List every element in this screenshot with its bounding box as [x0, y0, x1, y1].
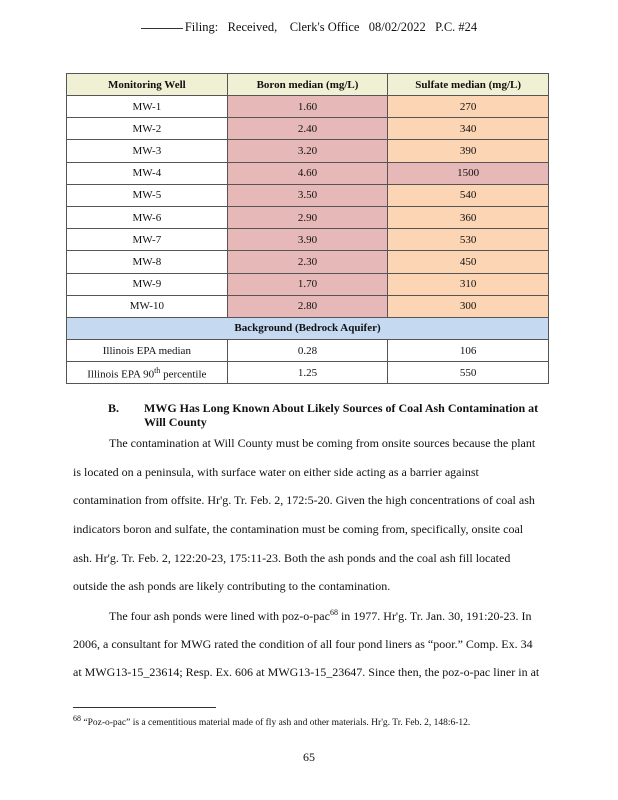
- boron-cell: 1.70: [227, 273, 388, 295]
- well-cell: MW-10: [67, 295, 228, 317]
- paragraph-line: contamination from offsite. Hr'g. Tr. Feb. 2, 172:5-20. Given the high concentrations of coal ash: [73, 493, 535, 508]
- monitoring-wells-table: [66, 73, 549, 384]
- paragraph-line: indicators boron and sulfate, the contamination must be coming from, specifically, onsite coal: [73, 522, 524, 537]
- table-row: [67, 273, 549, 295]
- paragraph-line: 2006, a consultant for MWG rated the condition of all four pond liners as “poor.” Comp. Ex. 34: [73, 636, 533, 651]
- table-row: [67, 229, 549, 251]
- section-letter: B.: [108, 401, 120, 415]
- background-label: Illinois EPA median: [67, 340, 228, 362]
- boron-cell: 2.80: [227, 295, 388, 317]
- paragraph-line: is located on a peninsula, with surface water on either side acting as a barrier against: [73, 464, 479, 479]
- sulfate-cell: 530: [388, 229, 549, 251]
- well-cell: MW-8: [67, 251, 228, 273]
- boron-cell: 1.60: [227, 96, 388, 118]
- page-number: 65: [303, 750, 315, 764]
- well-cell: MW-6: [67, 206, 228, 228]
- section-title: MWG Has Long Known About Likely Sources of Coal Ash Contamination at Will County: [144, 401, 539, 429]
- boron-cell: 2.90: [227, 206, 388, 228]
- col-header-well: Monitoring Well: [67, 74, 228, 96]
- col-header-boron: Boron median (mg/L): [227, 74, 388, 96]
- header-office: Clerk's Office: [289, 20, 360, 34]
- paragraph-1: [73, 436, 548, 608]
- table-row: [67, 362, 549, 384]
- boron-cell: 3.50: [227, 184, 388, 206]
- sulfate-cell: 360: [388, 206, 549, 228]
- footnote-number: 68: [73, 714, 81, 723]
- table-row: [67, 251, 549, 273]
- footnote-ref: 68: [329, 608, 338, 617]
- paragraph-line: The contamination at Will County must be coming from onsite sources because the plant: [109, 436, 536, 450]
- header-rule: [141, 28, 183, 29]
- boron-cell: 2.30: [227, 251, 388, 273]
- header-pc: P.C. #24: [435, 20, 478, 34]
- sulfate-cell: 390: [388, 140, 549, 162]
- col-header-sulfate: Sulfate median (mg/L): [388, 74, 549, 96]
- well-cell: MW-9: [67, 273, 228, 295]
- header-filing: Filing:: [184, 20, 219, 34]
- background-boron: 0.28: [227, 340, 388, 362]
- footnote-divider: [73, 707, 216, 708]
- background-sulfate: 550: [388, 362, 549, 384]
- sulfate-cell: 540: [388, 184, 549, 206]
- paragraph-line: outside the ash ponds are likely contributing to the contamination.: [73, 579, 391, 594]
- sulfate-cell: 300: [388, 295, 549, 317]
- table-row: [67, 162, 549, 184]
- sulfate-cell: 450: [388, 251, 549, 273]
- sulfate-cell: 340: [388, 118, 549, 140]
- well-cell: MW-1: [67, 96, 228, 118]
- table-row: [67, 340, 549, 362]
- background-label: Illinois EPA 90th percentile: [67, 362, 228, 384]
- well-cell: MW-3: [67, 140, 228, 162]
- header-date: 08/02/2022: [368, 20, 426, 34]
- well-cell: MW-2: [67, 118, 228, 140]
- boron-cell: 4.60: [227, 162, 388, 184]
- paragraph-line: The four ash ponds were lined with poz-o-pac$^{68}$ in 1977. Hr'g. Tr. Jan. 30, 191:20-23. In: [109, 608, 532, 623]
- table-row: [67, 295, 549, 317]
- header-received: Received,: [227, 20, 278, 34]
- table-header-row: [67, 74, 549, 96]
- well-cell: MW-5: [67, 184, 228, 206]
- table-row: [67, 140, 549, 162]
- well-cell: MW-4: [67, 162, 228, 184]
- table-row: [67, 118, 549, 140]
- boron-cell: 2.40: [227, 118, 388, 140]
- well-cell: MW-7: [67, 229, 228, 251]
- footnote: [73, 714, 553, 728]
- footnote-text: “Poz-o-pac” is a cementitious material made of fly ash and other materials. Hr'g. Tr. Feb. 2, 148:6-12.: [81, 718, 471, 729]
- sulfate-cell: 1500: [388, 162, 549, 184]
- table-row: [67, 96, 549, 118]
- filing-header: [0, 20, 618, 35]
- section-heading: [108, 401, 548, 429]
- sulfate-cell: 270: [388, 96, 549, 118]
- background-boron: 1.25: [227, 362, 388, 384]
- background-heading-row: [67, 317, 549, 339]
- table-row: [67, 184, 549, 206]
- background-sulfate: 106: [388, 340, 549, 362]
- boron-cell: 3.90: [227, 229, 388, 251]
- paragraph-2: [73, 608, 548, 694]
- boron-cell: 3.20: [227, 140, 388, 162]
- paragraph-line: ash. Hr'g. Tr. Feb. 2, 122:20-23, 175:11-23. Both the ash ponds and the coal ash fill located: [73, 550, 511, 565]
- paragraph-line: at MWG13-15_23614; Resp. Ex. 606 at MWG13-15_23647. Since then, the poz-o-pac liner in at: [73, 665, 540, 680]
- sulfate-cell: 310: [388, 273, 549, 295]
- background-heading: Background (Bedrock Aquifer): [67, 317, 549, 339]
- table-row: [67, 206, 549, 228]
